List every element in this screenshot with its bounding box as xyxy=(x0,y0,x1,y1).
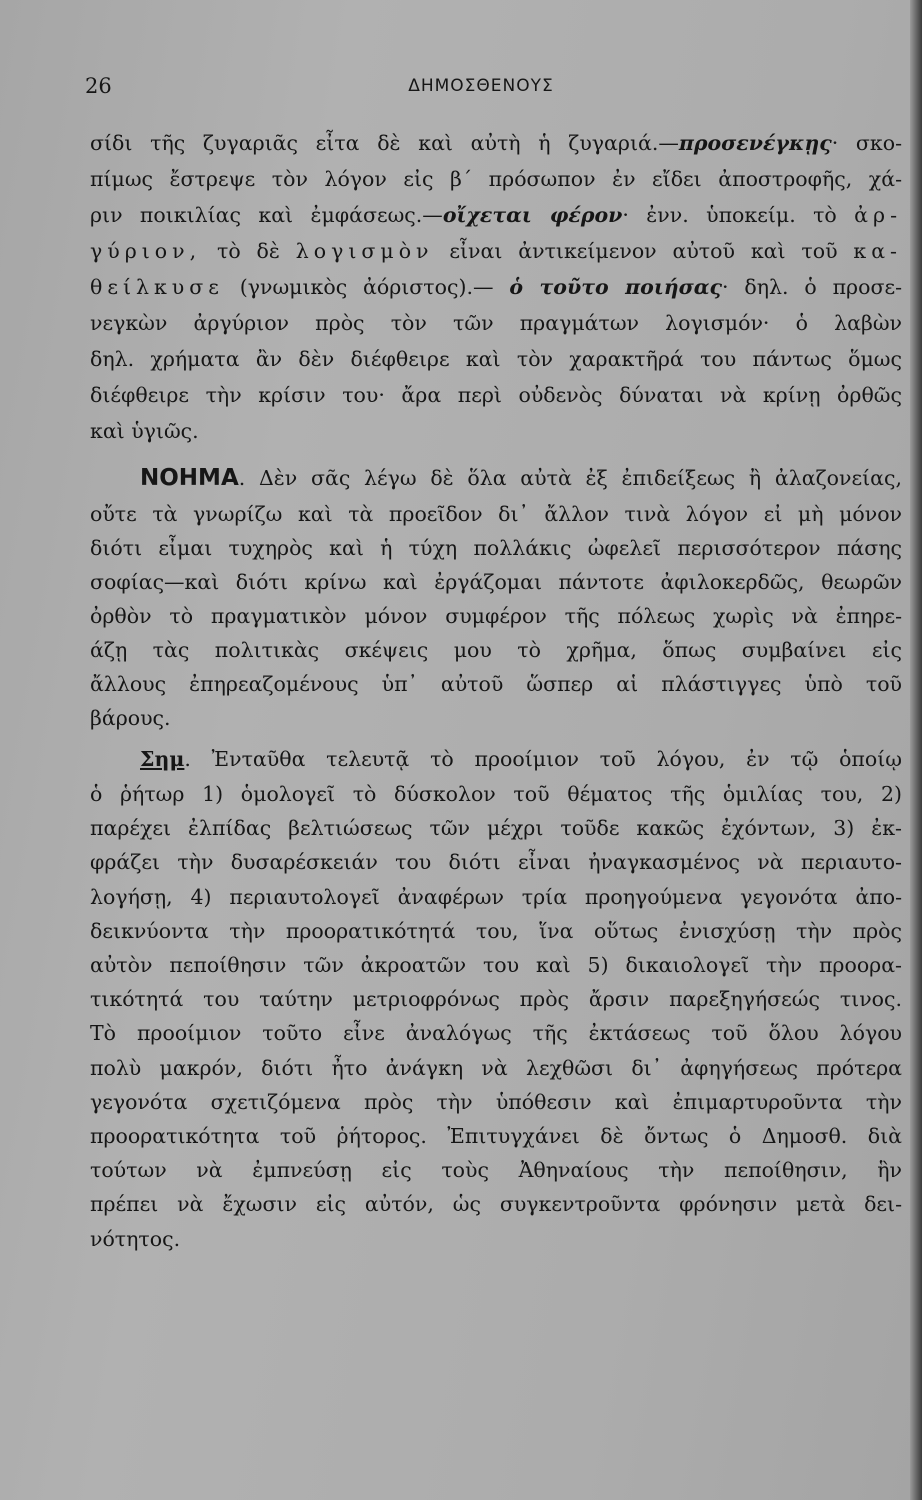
text-line: δεικνύοντα τὴν προορατικότητά του, ἵνα οὕτως ἐνισχύσῃ τὴν πρὸς xyxy=(90,918,902,943)
text-line: τικότητά του ταύτην μετριοφρόνως πρὸς ἄρσιν παρεξηγήσεώς τινος. xyxy=(90,987,902,1012)
text-line: λογήσῃ, 4) περιαυτολογεῖ ἀναφέρων τρία προηγούμενα γεγονότα ἀπο- xyxy=(90,884,902,909)
text-line: νότητος. xyxy=(90,1226,181,1251)
text-line: ὁ ῥήτωρ 1) ὁμολογεῖ τὸ δύσκολον τοῦ θέματος τῆς ὁμιλίας του, 2) xyxy=(90,782,902,806)
page-number: 26 xyxy=(85,74,112,98)
section-label-noema: ΝΟΗΜΑ xyxy=(140,465,239,491)
text-line: διότι εἶμαι τυχηρὸς καὶ ἡ τύχη πολλάκις ὠφελεῖ περισσότερον πάσης xyxy=(90,536,902,560)
text-line: άζῃ τὰς πολιτικὰς σκέψεις μου τὸ χρῆμα, ὅπως συμβαίνει εἰς xyxy=(90,638,902,662)
running-head: ΔΗΜΟΣΘΕΝΟΥΣ xyxy=(408,76,554,96)
text-line: δηλ. χρήματα ἂν δὲν διέφθειρε καὶ τὸν χαρακτῆρά του πάντως ὅμως xyxy=(90,347,902,371)
text-line: αὐτὸν πεποίθησιν τῶν ἀκροατῶν του καὶ 5) δικαιολογεῖ τὴν προορα- xyxy=(90,953,902,978)
lemma: προσενέγκῃς xyxy=(678,131,832,155)
text-line: ἄλλους ἐπηρεαζομένους ὑπ᾿ αὐτοῦ ὥσπερ αἱ πλάστιγγες ὑπὸ τοῦ xyxy=(90,672,902,696)
text-line: σοφίας—καὶ διότι κρίνω καὶ ἐργάζομαι πάντοτε ἀφιλοκερδῶς, θεωρῶν xyxy=(90,570,902,594)
page-body xyxy=(90,125,902,1256)
text-line: παρέχει ἐλπίδας βελτιώσεως τῶν μέχρι τοῦδε κακῶς ἐχόντων, 3) ἐκ- xyxy=(90,816,902,841)
text-line: Σημ. Ἐνταῦθα τελευτᾷ τὸ προοίμιον τοῦ λόγου, ἐν τῷ ὁποίῳ xyxy=(140,747,902,771)
text-line: νεγκὼν ἀργύριον πρὸς τὸν τῶν πραγμάτων λογισμόν· ὁ λαβὼν xyxy=(90,311,902,335)
text-line: θείλκυσε (γνωμικὸς ἀόριστος).— ὁ τοῦτο ποιήσας· δηλ. ὁ προσε- xyxy=(90,275,902,299)
text-line: γύριον, τὸ δὲ λογισμὸν εἶναι ἀντικείμενον αὐτοῦ καὶ τοῦ κα- xyxy=(90,239,902,263)
text-line: Τὸ προοίμιον τοῦτο εἶνε ἀναλόγως τῆς ἐκτάσεως τοῦ ὅλου λόγου xyxy=(90,1021,902,1046)
text-line: πρέπει νὰ ἔχωσιν εἰς αὐτόν, ὡς συγκεντροῦντα φρόνησιν μετὰ δει- xyxy=(90,1192,902,1217)
text-line: προορατικότητα τοῦ ῥήτορος. Ἐπιτυγχάνει δὲ ὄντως ὁ Δημοσθ. διὰ xyxy=(90,1124,902,1149)
text-line: καὶ ὑγιῶς. xyxy=(90,419,199,443)
text-line: οὔτε τὰ γνωρίζω καὶ τὰ προεῖδον δι᾿ ἄλλον τινὰ λόγον εἰ μὴ μόνον xyxy=(90,502,902,526)
text-line: διέφθειρε τὴν κρίσιν του· ἄρα περὶ οὐδενὸς δύναται νὰ κρίνῃ ὀρθῶς xyxy=(90,383,902,407)
text-line: φράζει τὴν δυσαρέσκειάν του διότι εἶναι ἠναγκασμένος νὰ περιαυτο- xyxy=(90,850,902,875)
section-label-note: Σημ xyxy=(140,747,185,771)
text-line: βάρους. xyxy=(90,706,171,730)
lemma: οἴχεται φέρον xyxy=(442,203,623,227)
text-line: πολὺ μακρόν, διότι ἦτο ἀνάγκη νὰ λεχθῶσι δι᾿ ἀφηγήσεως πρότερα xyxy=(90,1055,902,1080)
text-line: ὀρθὸν τὸ πραγματικὸν μόνον συμφέρον τῆς πόλεως χωρὶς νὰ ἐπηρε- xyxy=(90,604,902,628)
text-line: πίμως ἔστρεψε τὸν λόγον εἰς β΄ πρόσωπον ἐν εἴδει ἀποστροφῆς, χά- xyxy=(90,167,902,191)
text-line: σίδι τῆς ζυγαριᾶς εἶτα δὲ καὶ αὐτὴ ἡ ζυγαριά.—προσενέγκῃς· σκο- xyxy=(90,131,903,155)
lemma: ὁ τοῦτο ποιήσας xyxy=(509,275,723,299)
text-line: ριν ποικιλίας καὶ ἐμφάσεως.—οἴχεται φέρον· ἐνν. ὑποκείμ. τὸ ἀρ- xyxy=(90,203,902,227)
text-line: γεγονότα σχετιζόμενα πρὸς τὴν ὑπόθεσιν καὶ ἐπιμαρτυροῦντα τὴν xyxy=(90,1089,902,1114)
text-line: τούτων νὰ ἐμπνεύσῃ εἰς τοὺς Ἀθηναίους τὴν πεποίθησιν, ἣν xyxy=(90,1158,902,1183)
text-line: ΝΟΗΜΑ. Δὲν σᾶς λέγω δὲ ὅλα αὐτὰ ἐξ ἐπιδείξεως ἢ ἀλαζονείας, xyxy=(140,465,902,491)
